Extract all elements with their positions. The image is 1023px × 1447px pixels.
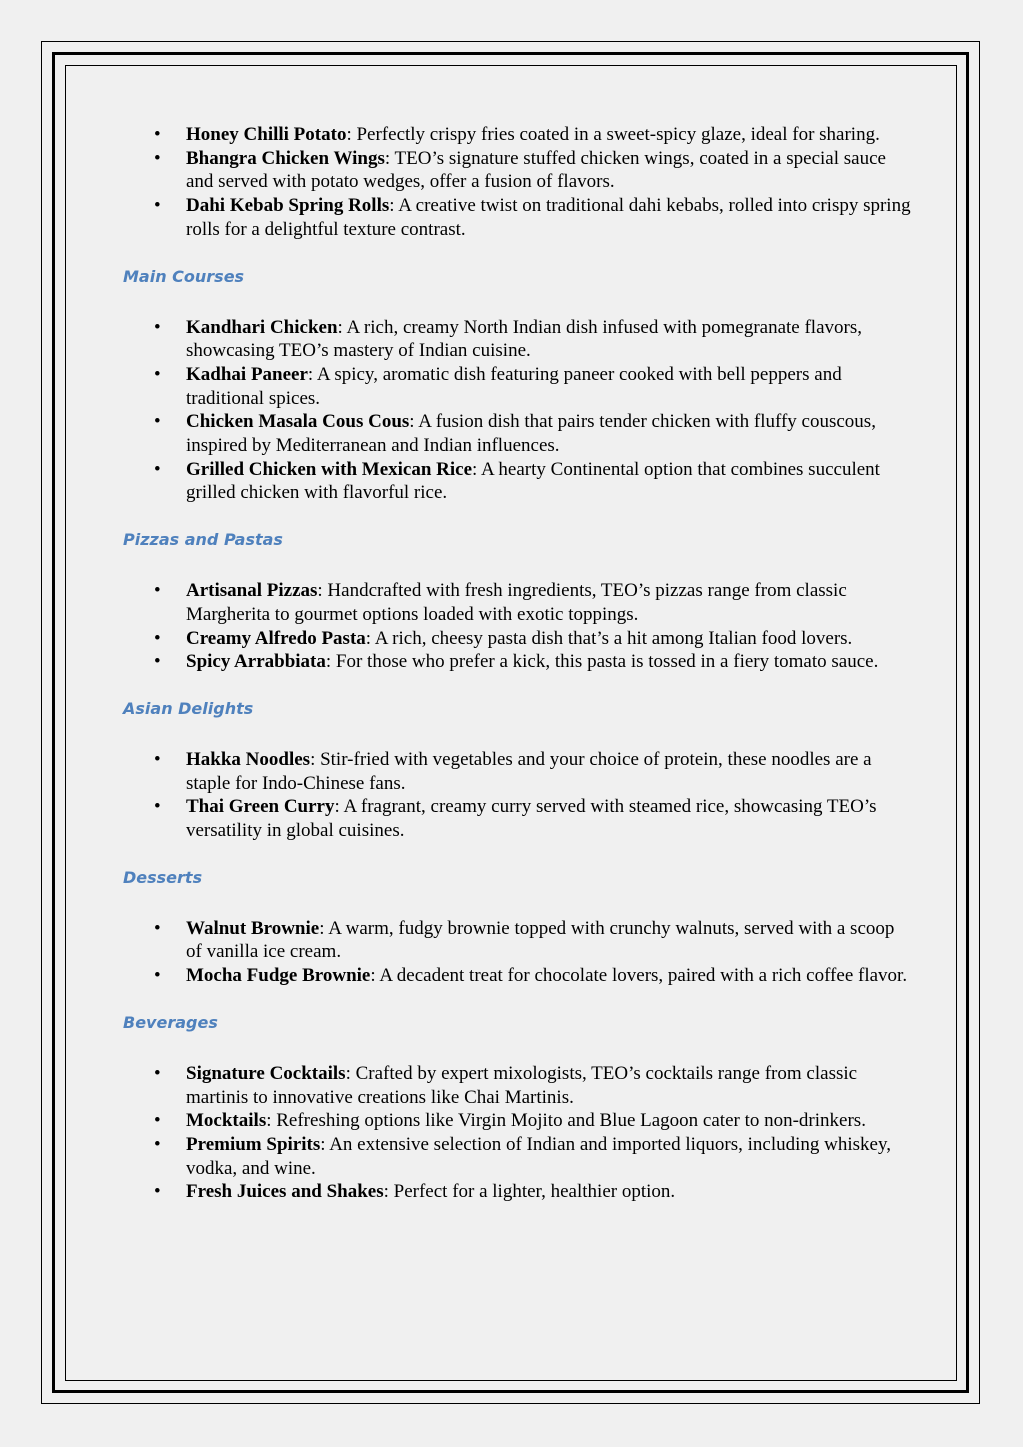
section-heading-pizzas-and-pastas: Pizzas and Pastas [123,530,283,550]
list-item [123,1062,913,1109]
bullet-icon: • [154,651,161,673]
item-name: Premium Spirits [186,1133,321,1155]
list-item [123,1133,913,1180]
list-item [123,650,913,674]
bullet-icon: • [154,627,161,649]
item-name: Grilled Chicken with Mexican Rice [186,458,473,480]
item-description: : A hearty Continental option that combines succulent grilled chicken with flavorful rice. [186,458,880,504]
list-item [123,123,913,147]
main-courses-list [123,316,913,506]
item-description: : Handcrafted with fresh ingredients, TEO’s pizzas range from classic Margherita to gourmet options loaded with exotic toppings. [186,580,847,625]
beverages-list [123,1062,913,1204]
list-item [123,1180,913,1204]
item-name: Spicy Arrabbiata [186,651,326,673]
list-item [123,410,913,457]
item-description: : A spicy, aromatic dish featuring paneer cooked with bell peppers and traditional spices. [186,363,842,409]
list-item [123,147,913,194]
item-description: : A decadent treat for chocolate lovers, paired with a rich coffee flavor. [370,965,908,987]
list-item [123,964,913,988]
bullet-icon: • [154,1133,161,1155]
bullet-icon: • [154,411,161,433]
menu-content [123,123,913,1204]
item-description: : For those who prefer a kick, this pasta is tossed in a fiery tomato sauce. [325,651,879,673]
list-item [123,194,913,241]
item-name: Mocha Fudge Brownie [186,965,371,987]
section-heading-desserts: Desserts [123,867,203,887]
item-description: : A creative twist on traditional dahi kebabs, rolled into crispy spring rolls for a delightful texture contrast. [186,195,911,240]
item-name: Kadhai Paneer [186,363,308,385]
bullet-icon: • [154,458,161,480]
bullet-icon: • [154,917,161,939]
list-item [123,748,913,795]
bullet-icon: • [154,1181,161,1203]
list-item [123,316,913,363]
pizzas-and-pastas-list [123,579,913,674]
item-description: : A fusion dish that pairs tender chicken with fluffy couscous, inspired by Mediterranean and Indian influences. [186,411,876,457]
item-description: : Stir-fried with vegetables and your choice of protein, these noodles are a staple for Indo-Chinese fans. [186,748,872,794]
starters-list [123,123,913,242]
list-item [123,579,913,626]
list-item [123,458,913,505]
bullet-icon: • [154,1110,161,1132]
item-name: Bhangra Chicken Wings [186,147,385,169]
item-description: : TEO’s signature stuffed chicken wings, coated in a special sauce and served with potato wedges, offer a fusion of flavors. [186,147,886,193]
item-name: Chicken Masala Cous Cous [186,411,410,433]
section-heading-asian-delights: Asian Delights [123,698,254,718]
desserts-list [123,917,913,988]
item-description: : An extensive selection of Indian and imported liquors, including whiskey, vodka, and wine. [186,1133,892,1179]
list-item [123,1109,913,1133]
bullet-icon: • [154,195,161,217]
item-description: : A warm, fudgy brownie topped with crunchy walnuts, served with a scoop of vanilla ice cream. [186,917,895,963]
bullet-icon: • [154,1062,161,1084]
asian-delights-list [123,748,913,843]
item-description: : Perfect for a lighter, healthier option. [383,1181,676,1203]
item-description: : A fragrant, creamy curry served with steamed rice, showcasing TEO’s versatility in global cuisines. [186,796,877,842]
item-name: Dahi Kebab Spring Rolls [186,195,390,217]
bullet-icon: • [154,748,161,770]
list-item [123,363,913,410]
item-description: : Perfectly crispy fries coated in a sweet-spicy glaze, ideal for sharing. [346,124,880,145]
item-description: : A rich, creamy North Indian dish infused with pomegranate flavors, showcasing TEO’s mastery of Indian cuisine. [186,316,862,362]
item-description: : Refreshing options like Virgin Mojito and Blue Lagoon cater to non-drinkers. [266,1110,866,1132]
item-name: Walnut Brownie [186,917,320,939]
item-name: Fresh Juices and Shakes [186,1181,384,1203]
item-description: : A rich, cheesy pasta dish that’s a hit among Italian food lovers. [365,627,853,649]
item-name: Honey Chilli Potato [186,124,347,145]
item-name: Artisanal Pizzas [186,580,318,602]
bullet-icon: • [154,363,161,385]
section-heading-main-courses: Main Courses [123,266,245,286]
bullet-icon: • [154,796,161,818]
item-name: Thai Green Curry [186,796,335,818]
item-name: Kandhari Chicken [186,316,338,338]
item-name: Creamy Alfredo Pasta [186,627,366,649]
bullet-icon: • [154,316,161,338]
bullet-icon: • [154,147,161,169]
item-name: Hakka Noodles [186,748,311,770]
item-description: : Crafted by expert mixologists, TEO’s cocktails range from classic martinis to innovative creations like Chai Martinis. [186,1062,858,1108]
item-name: Mocktails [186,1110,267,1132]
item-name: Signature Cocktails [186,1062,346,1084]
bullet-icon: • [154,965,161,987]
bullet-icon: • [154,580,161,602]
list-item [123,917,913,964]
list-item [123,627,913,651]
section-heading-beverages: Beverages [123,1012,218,1032]
bullet-icon: • [154,124,161,145]
list-item [123,795,913,842]
